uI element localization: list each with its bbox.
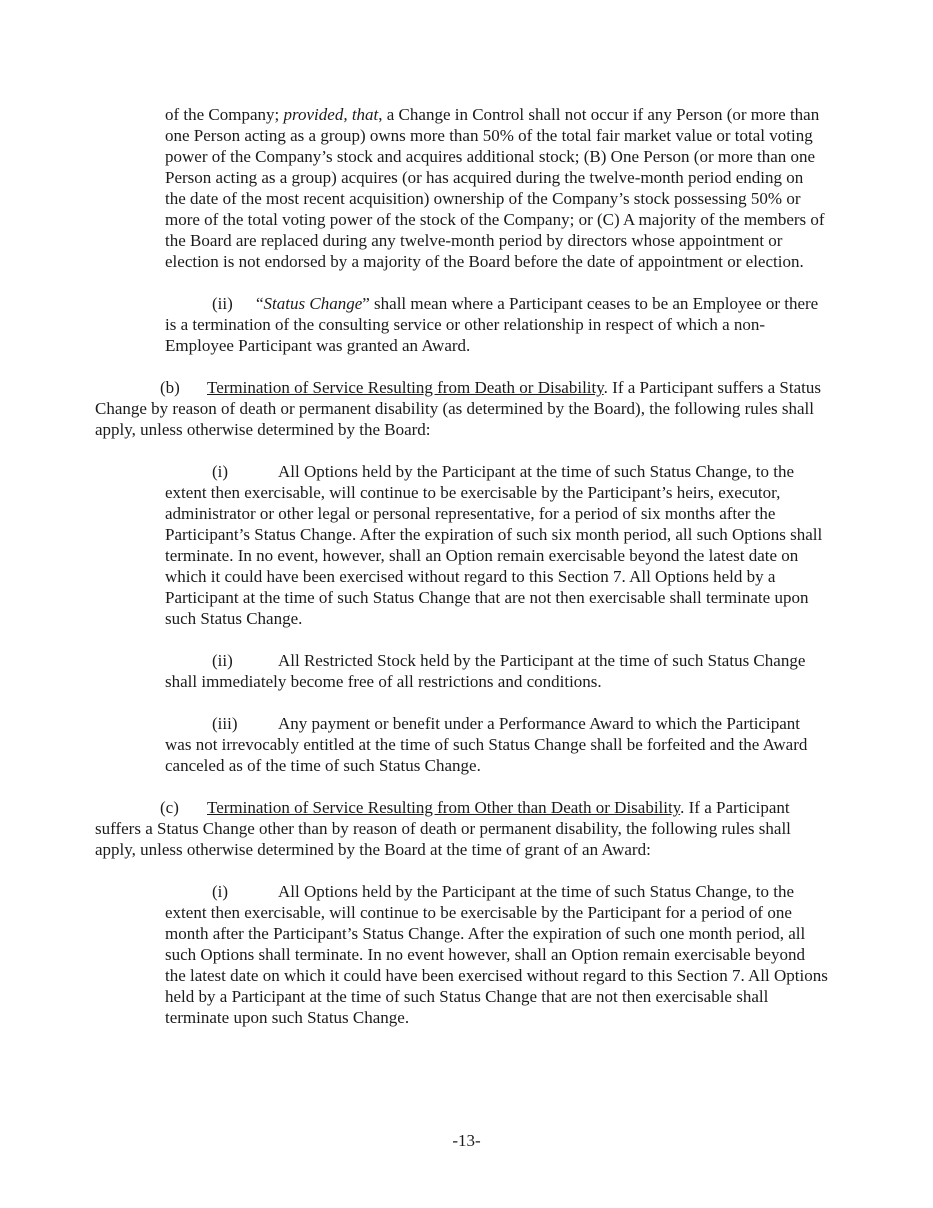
paragraph-section-c xyxy=(95,797,828,860)
clause-label: (ii) xyxy=(212,294,233,313)
paragraph-section-b-item-i xyxy=(165,461,828,629)
text-run: . If a Participant suffers a Status Change other than by reason of death or permanent disability, the following rules shall apply, unless otherwise determined by the Board at the time of grant of an Award: xyxy=(95,798,791,859)
text-run: All Restricted Stock held by the Participant at the time of such Status Change shall immediately become free of all restrictions and conditions. xyxy=(165,651,806,691)
text-run: ” shall mean where a Participant ceases to be an Employee or there is a termination of the consulting service or other relationship in respect of which a non-Employee Participant was granted an Award. xyxy=(165,294,819,355)
defined-term: Status Change xyxy=(263,294,363,313)
text-run: of the Company; xyxy=(165,105,284,124)
paragraph-section-b-item-iii xyxy=(165,713,828,776)
clause-label: (ii) xyxy=(212,651,233,670)
paragraph-section-b-item-ii xyxy=(165,650,828,692)
text-run: “ xyxy=(256,294,264,313)
paragraph-change-in-control-continuation xyxy=(165,104,828,272)
page-footer xyxy=(0,1130,933,1151)
clause-label: (i) xyxy=(212,882,229,901)
section-heading: Termination of Service Resulting from Death or Disability xyxy=(207,378,604,397)
section-heading: Termination of Service Resulting from Other than Death or Disability xyxy=(207,798,681,817)
text-run: All Options held by the Participant at the time of such Status Change, to the extent then exercisable, will continue to be exercisable by the Participant for a period of one month after the Participant’s Status Change. After the expiration of such one month period, all such Options shall terminate. In no event however, shall an Option remain exercisable beyond the latest date on which it could have been exercised without regard to this Section 7. All Options held by a Participant at the time of such Status Change that are not then exercisable shall terminate upon such Status Change. xyxy=(165,882,828,1027)
text-run: All Options held by the Participant at the time of such Status Change, to the extent then exercisable, will continue to be exercisable by the Participant’s heirs, executor, administrator or other legal or personal representative, for a period of six months after the Participant’s Status Change. After the expiration of such six month period, all such Options shall terminate. In no event, however, shall an Option remain exercisable beyond the latest date on which it could have been exercised without regard to this Section 7. All Options held by a Participant at the time of such Status Change that are not then exercisable shall terminate upon such Status Change. xyxy=(165,462,823,628)
clause-label: (i) xyxy=(212,462,229,481)
text-run: , a Change in Control shall not occur if any Person (or more than one Person acting as a group) owns more than 50% of the total fair market value or total voting power of the Company’s stock and acquires additional stock; (B) One Person (or more than one Person acting as a group) acquires (or has acquired during the twelve-month period ending on the date of the most recent acquisition) ownership of the Company’s stock possessing 50% or more of the total voting power of the stock of the Company; or (C) A majority of the members of the Board are replaced during any twelve-month period by directors whose appointment or election is not endorsed by a majority of the Board before the date of appointment or election. xyxy=(165,105,825,271)
clause-label: (c) xyxy=(160,798,179,817)
paragraph-section-c-item-i xyxy=(165,881,828,1028)
page-number: -13- xyxy=(452,1131,481,1150)
paragraph-status-change-definition xyxy=(165,293,828,356)
document-content xyxy=(95,104,828,1049)
italic-phrase: provided, that xyxy=(283,105,379,124)
text-run: . If a Participant suffers a Status Change by reason of death or permanent disability (as determined by the Board), the following rules shall apply, unless otherwise determined by the Board: xyxy=(95,378,821,439)
paragraph-section-b xyxy=(95,377,828,440)
text-run: Any payment or benefit under a Performance Award to which the Participant was not irrevocably entitled at the time of such Status Change shall be forfeited and the Award canceled as of the time of such Status Change. xyxy=(165,714,808,775)
clause-label: (iii) xyxy=(212,714,238,733)
clause-label: (b) xyxy=(160,378,180,397)
